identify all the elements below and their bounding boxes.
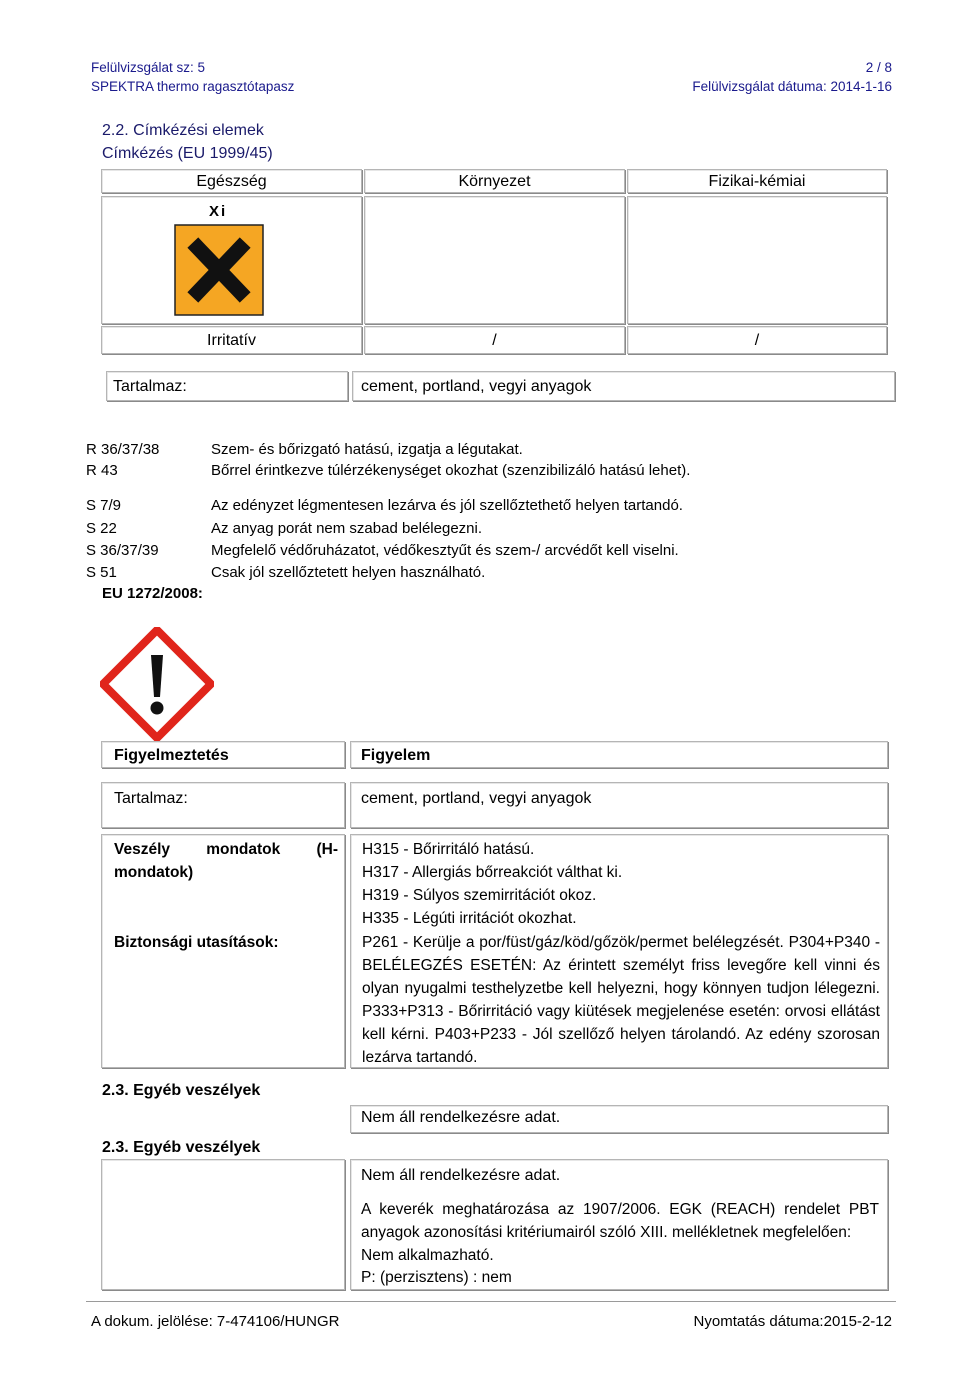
class-physchem: / bbox=[627, 326, 887, 354]
column-physchem: Fizikai-kémiai bbox=[627, 169, 887, 193]
hazard-precaution-label-cell bbox=[101, 834, 345, 1068]
precaution-statements-label: Biztonsági utasítások: bbox=[114, 934, 279, 951]
footer-divider bbox=[86, 1301, 896, 1302]
r-phrase-code: R 43 bbox=[86, 462, 118, 479]
column-health: Egészség bbox=[101, 169, 362, 193]
s-phrase-text: Megfelelő védőruházatot, védőkesztyűt és szem-/ arcvédőt kell viselni. bbox=[211, 542, 679, 559]
hazard-statement: H319 - Súlyos szemirritációt okoz. bbox=[362, 887, 597, 904]
other-hazards-title: 2.3. Egyéb veszélyek bbox=[102, 1082, 261, 1099]
irritant-x-icon bbox=[174, 224, 264, 316]
clp-contains-label: Tartalmaz: bbox=[101, 782, 345, 828]
s-phrase-text: Csak jól szellőztetett helyen használható. bbox=[211, 564, 486, 581]
revision-date: Felülvizsgálat dátuma: 2014-1-16 bbox=[692, 79, 892, 94]
revision-number: Felülvizsgálat sz: 5 bbox=[91, 60, 206, 75]
hazard-statement: H315 - Bőrirritáló hatású. bbox=[362, 841, 535, 858]
s-phrase-code: S 51 bbox=[86, 564, 117, 581]
class-health: Irritatív bbox=[101, 326, 362, 354]
contains-value: cement, portland, vegyi anyagok bbox=[352, 371, 895, 401]
health-symbol-cell bbox=[101, 196, 362, 324]
r-phrase-text: Szem- és bőrizgató hatású, izgatja a légutakat. bbox=[211, 441, 523, 458]
column-environment: Környezet bbox=[364, 169, 625, 193]
hazard-precaution-value-cell bbox=[350, 834, 888, 1068]
signal-word-label: Figyelmeztetés bbox=[101, 741, 345, 768]
document-id: A dokum. jelölése: 7-474106/HUNGR bbox=[91, 1313, 340, 1330]
print-date: Nyomtatás dátuma:2015-2-12 bbox=[693, 1313, 892, 1330]
s-phrase-text: Az anyag porát nem szabad belélegezni. bbox=[211, 520, 483, 537]
exclamation-mark-ghs-icon bbox=[100, 627, 214, 741]
s-phrase-code: S 22 bbox=[86, 520, 117, 537]
pbt-cell bbox=[350, 1159, 888, 1290]
eu1999-title: Címkézés (EU 1999/45) bbox=[102, 145, 273, 162]
clp-contains-value: cement, portland, vegyi anyagok bbox=[350, 782, 888, 828]
pbt-text: A keverék meghatározása az 1907/2006. EGK (REACH) rendelet PBT anyagok azonosítási kritériumairól szóló XIII. mellékletnek megfelelően: bbox=[361, 1201, 879, 1241]
hazard-statement: H335 - Légúti irritációt okozhat. bbox=[362, 910, 577, 927]
s-phrase-text: Az edényzet légmentesen lezárva és jól szellőztethető helyen tartandó. bbox=[211, 497, 683, 514]
contains-label: Tartalmaz: bbox=[106, 371, 348, 401]
precaution-statements-text: P261 - Kerülje a por/füst/gáz/köd/gőzök/permet belélegzését. P304+P340 - BELÉLEGZÉS ESETÉN: Az érintett személyt friss levegőre kell vinni és olyan nyugalmi testhelyzetbe kell helyezni, hogy könnyen tudjon lélegezni. P333+P313 - Bőrirritáció vagy kiütések megjelenése esetén: orvosi ellátást kell kérni. P403+P233 - Jól szellőző helyen tárolandó. Az edény szorosan lezárva tartandó. bbox=[362, 934, 880, 1066]
other-hazards-value: Nem áll rendelkezésre adat. bbox=[361, 1167, 561, 1184]
section-title: 2.2. Címkézési elemek bbox=[102, 122, 264, 139]
symbol-code: Xi bbox=[209, 203, 228, 220]
product-name: SPEKTRA thermo ragasztótapasz bbox=[91, 79, 295, 94]
r-phrase-code: R 36/37/38 bbox=[86, 441, 160, 458]
other-hazards-title: 2.3. Egyéb veszélyek bbox=[102, 1139, 261, 1156]
r-phrase-text: Bőrrel érintkezve túlérzékenységet okozhat (szenzibilizáló hatású lehet). bbox=[211, 462, 691, 479]
pbt-not-applicable: Nem alkalmazható. bbox=[361, 1247, 494, 1264]
other-hazards-empty-cell bbox=[101, 1159, 345, 1290]
other-hazards-value: Nem áll rendelkezésre adat. bbox=[350, 1105, 888, 1133]
signal-word-value: Figyelem bbox=[350, 741, 888, 768]
hazard-statement: H317 - Allergiás bőrreakciót válthat ki. bbox=[362, 864, 623, 881]
physchem-symbol-cell bbox=[627, 196, 887, 324]
s-phrase-code: S 7/9 bbox=[86, 497, 122, 514]
environment-symbol-cell bbox=[364, 196, 625, 324]
clp-title: EU 1272/2008: bbox=[102, 585, 203, 602]
pbt-persistent: P: (perzisztens) : nem bbox=[361, 1269, 512, 1286]
hazard-statements-label: Veszély mondatok (H-mondatok) bbox=[114, 841, 338, 881]
page-number: 2 / 8 bbox=[865, 60, 892, 75]
class-environment: / bbox=[364, 326, 625, 354]
hazard-statements-list bbox=[362, 838, 882, 930]
s-phrase-code: S 36/37/39 bbox=[86, 542, 159, 559]
